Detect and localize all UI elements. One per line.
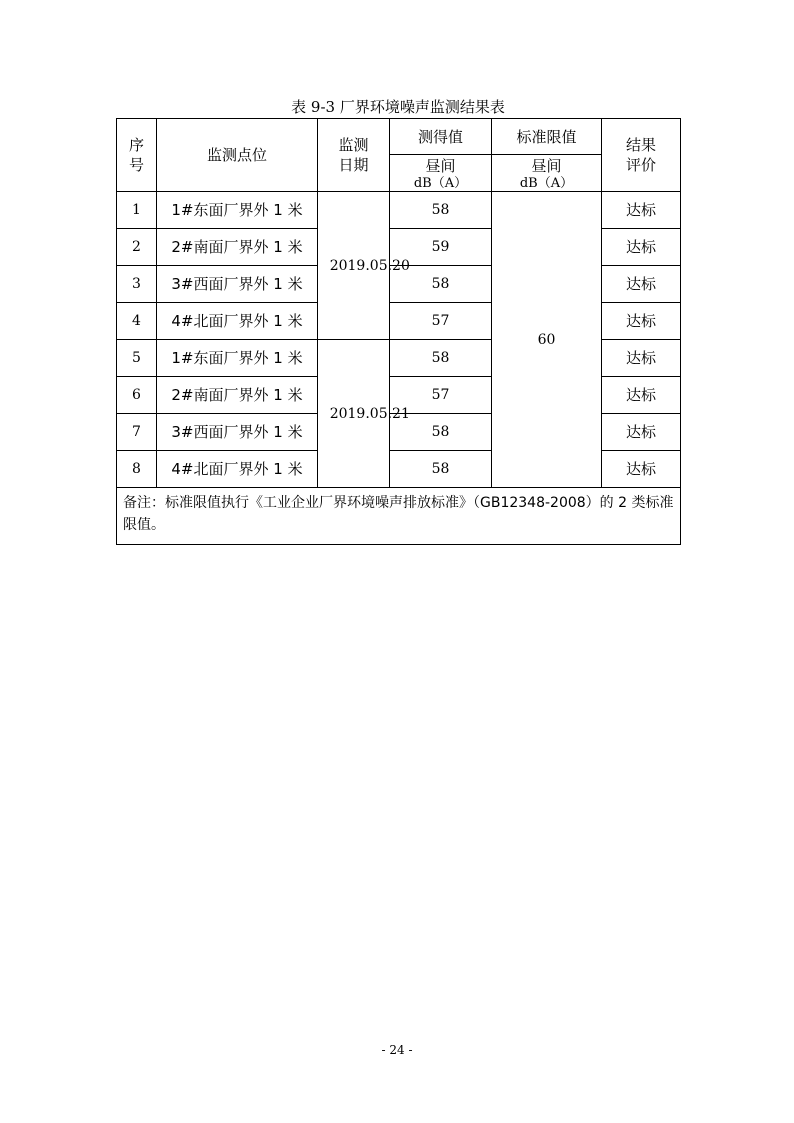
- seq-cell: 3: [117, 266, 157, 303]
- header-measured: 测得值: [390, 119, 492, 155]
- table-caption: 表 9-3 厂界环境噪声监测结果表: [291, 98, 505, 116]
- site-cell: 2#南面厂界外 1 米: [157, 377, 318, 414]
- header-date: 监测日期: [318, 119, 390, 192]
- date-cell: 2019.05.20: [318, 192, 390, 340]
- header-result: 结果评价: [602, 119, 681, 192]
- result-cell: 达标: [602, 229, 681, 266]
- value-cell: 58: [390, 340, 492, 377]
- result-cell: 达标: [602, 414, 681, 451]
- site-cell: 2#南面厂界外 1 米: [157, 229, 318, 266]
- seq-cell: 1: [117, 192, 157, 229]
- value-cell: 58: [390, 266, 492, 303]
- seq-cell: 6: [117, 377, 157, 414]
- noise-monitoring-table: [116, 118, 681, 545]
- value-cell: 57: [390, 377, 492, 414]
- result-cell: 达标: [602, 192, 681, 229]
- table-note: 备注：标准限值执行《工业企业厂界环境噪声排放标准》（GB12348-2008）的 2 类标准限值。: [117, 488, 681, 545]
- value-cell: 58: [390, 414, 492, 451]
- header-limit-sub: 昼间 dB（A）: [492, 155, 602, 192]
- result-cell: 达标: [602, 266, 681, 303]
- header-site: 监测点位: [157, 119, 318, 192]
- page-number: - 24 -: [381, 1043, 413, 1057]
- table-row: [117, 192, 681, 229]
- site-cell: 3#西面厂界外 1 米: [157, 414, 318, 451]
- result-cell: 达标: [602, 303, 681, 340]
- seq-cell: 5: [117, 340, 157, 377]
- site-cell: 4#北面厂界外 1 米: [157, 451, 318, 488]
- header-measured-sub: 昼间 dB（A）: [390, 155, 492, 192]
- value-cell: 59: [390, 229, 492, 266]
- value-cell: 58: [390, 192, 492, 229]
- site-cell: 1#东面厂界外 1 米: [157, 192, 318, 229]
- result-cell: 达标: [602, 451, 681, 488]
- site-cell: 4#北面厂界外 1 米: [157, 303, 318, 340]
- site-cell: 3#西面厂界外 1 米: [157, 266, 318, 303]
- limit-cell: 60: [492, 192, 602, 488]
- header-seq: 序号: [117, 119, 157, 192]
- value-cell: 58: [390, 451, 492, 488]
- value-cell: 57: [390, 303, 492, 340]
- seq-cell: 4: [117, 303, 157, 340]
- seq-cell: 7: [117, 414, 157, 451]
- seq-cell: 8: [117, 451, 157, 488]
- seq-cell: 2: [117, 229, 157, 266]
- date-cell: 2019.05.21: [318, 340, 390, 488]
- result-cell: 达标: [602, 340, 681, 377]
- result-cell: 达标: [602, 377, 681, 414]
- header-limit: 标准限值: [492, 119, 602, 155]
- site-cell: 1#东面厂界外 1 米: [157, 340, 318, 377]
